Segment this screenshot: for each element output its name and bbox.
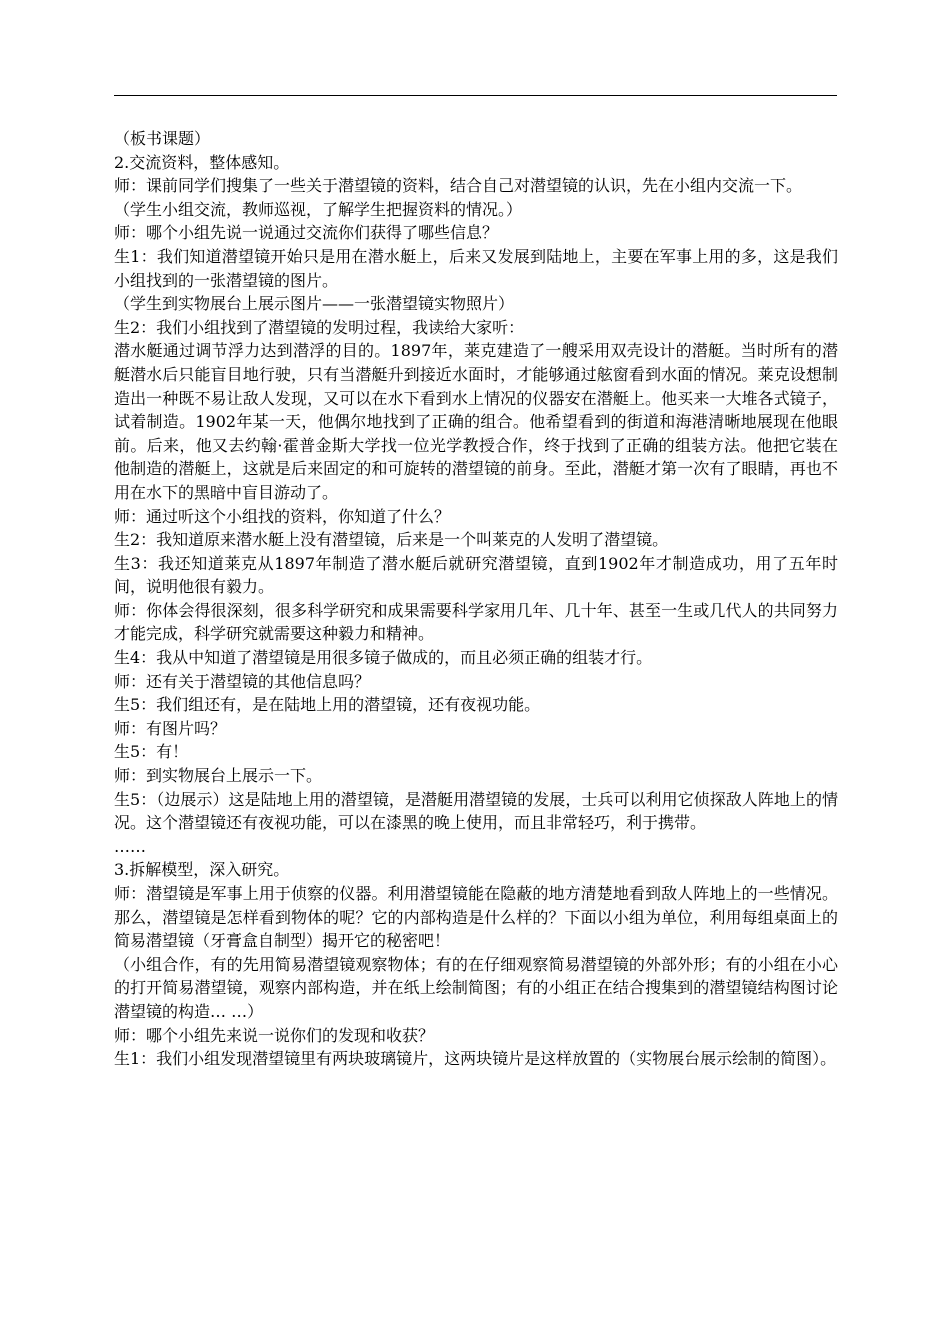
section-heading: 2.交流资料，整体感知。 <box>114 152 290 172</box>
paragraph: 师：潜望镜是军事上用于侦察的仪器。利用潜望镜能在隐蔽的地方清楚地看到敌人阵地上的一些情况。那么，潜望镜是怎样看到物体的呢？它的内部构造是什么样的？下面以小组为单位，利用每组桌面上的简易潜望镜（牙膏盒自制型）揭开它的秘密吧！ <box>114 884 838 951</box>
paragraph: 生2：我们小组找到了潜望镜的发明过程，我读给大家听： <box>114 317 525 337</box>
ellipsis: …… <box>114 836 146 856</box>
document-body <box>114 127 838 1071</box>
header-rule <box>114 95 837 96</box>
paragraph: 生3：我还知道莱克从1897年制造了潜水艇后就研究潜望镜，直到1902年才制造成功，用了五年时间，说明他很有毅力。 <box>114 553 838 597</box>
paragraph: （板书课题） <box>114 129 211 148</box>
paragraph: 潜水艇通过调节浮力达到潜浮的目的。1897年，莱克建造了一艘采用双壳设计的潜艇。当时所有的潜艇潜水后只能盲目地行驶，只有当潜艇升到接近水面时，才能够通过舷窗看到水面的情况。莱克设想制造出一种既不易让敌人发现，又可以在水下看到水上情况的仪器安在潜艇上。他买来一大堆各式镜子，试着制造。1902年某一天，他偶尔地找到了正确的组合。他希望看到的街道和海港清晰地展现在他眼前。后来，他又去约翰·霍普金斯大学找一位光学教授合作，终于找到了正确的组装方法。他把它装在他制造的潜艇上，这就是后来固定的和可旋转的潜望镜的前身。至此，潜艇才第一次有了眼睛，再也不用在水下的黑暗中盲目游动了。 <box>114 341 838 502</box>
paragraph: 生2：我知道原来潜水艇上没有潜望镜，后来是一个叫莱克的人发明了潜望镜。 <box>114 530 669 550</box>
paragraph: （小组合作，有的先用简易潜望镜观察物体；有的在仔细观察简易潜望镜的外部外形；有的小组在小心的打开简易潜望镜，观察内部构造，并在纸上绘制简图；有的小组正在结合搜集到的潜望镜结构图讨论潜望镜的构造… …） <box>114 954 838 1021</box>
paragraph: 生5：有！ <box>114 742 189 762</box>
paragraph: （学生到实物展台上展示图片——一张潜望镜实物照片） <box>114 294 515 314</box>
paragraph: 师：通过听这个小组找的资料，你知道了什么？ <box>114 506 451 526</box>
paragraph: 师：你体会得很深刻，很多科学研究和成果需要科学家用几年、几十年、甚至一生或几代人的共同努力才能完成，科学研究就需要这种毅力和精神。 <box>114 600 838 644</box>
paragraph: 生5：我们组还有，是在陆地上用的潜望镜，还有夜视功能。 <box>114 695 541 715</box>
paragraph: 师：哪个小组先来说一说你们的发现和收获？ <box>114 1025 435 1045</box>
paragraph: 师：还有关于潜望镜的其他信息吗？ <box>114 671 371 691</box>
paragraph: 师：到实物展台上展示一下。 <box>114 766 323 786</box>
paragraph: 师：课前同学们搜集了一些关于潜望镜的资料，结合自己对潜望镜的认识，先在小组内交流一下。 <box>114 176 803 196</box>
paragraph: 师：有图片吗？ <box>114 718 227 738</box>
paragraph: 师：哪个小组先说一说通过交流你们获得了哪些信息？ <box>114 223 499 243</box>
paragraph: 生1：我们小组发现潜望镜里有两块玻璃镜片，这两块镜片是这样放置的（实物展台展示绘制的简图）。 <box>114 1049 837 1069</box>
section-heading: 3.拆解模型，深入研究。 <box>114 860 290 880</box>
paragraph: （学生小组交流，教师巡视，了解学生把握资料的情况。） <box>114 199 523 219</box>
paragraph: 生1：我们知道潜望镜开始只是用在潜水艇上，后来又发展到陆地上，主要在军事上用的多，这是我们小组找到的一张潜望镜的图片。 <box>114 246 838 290</box>
paragraph: 生4：我从中知道了潜望镜是用很多镜子做成的，而且必须正确的组装才行。 <box>114 648 653 668</box>
paragraph: 生5：（边展示）这是陆地上用的潜望镜，是潜艇用潜望镜的发展，士兵可以利用它侦探敌人阵地上的情况。这个潜望镜还有夜视功能，可以在漆黑的晚上使用，而且非常轻巧，利于携带。 <box>114 789 838 833</box>
